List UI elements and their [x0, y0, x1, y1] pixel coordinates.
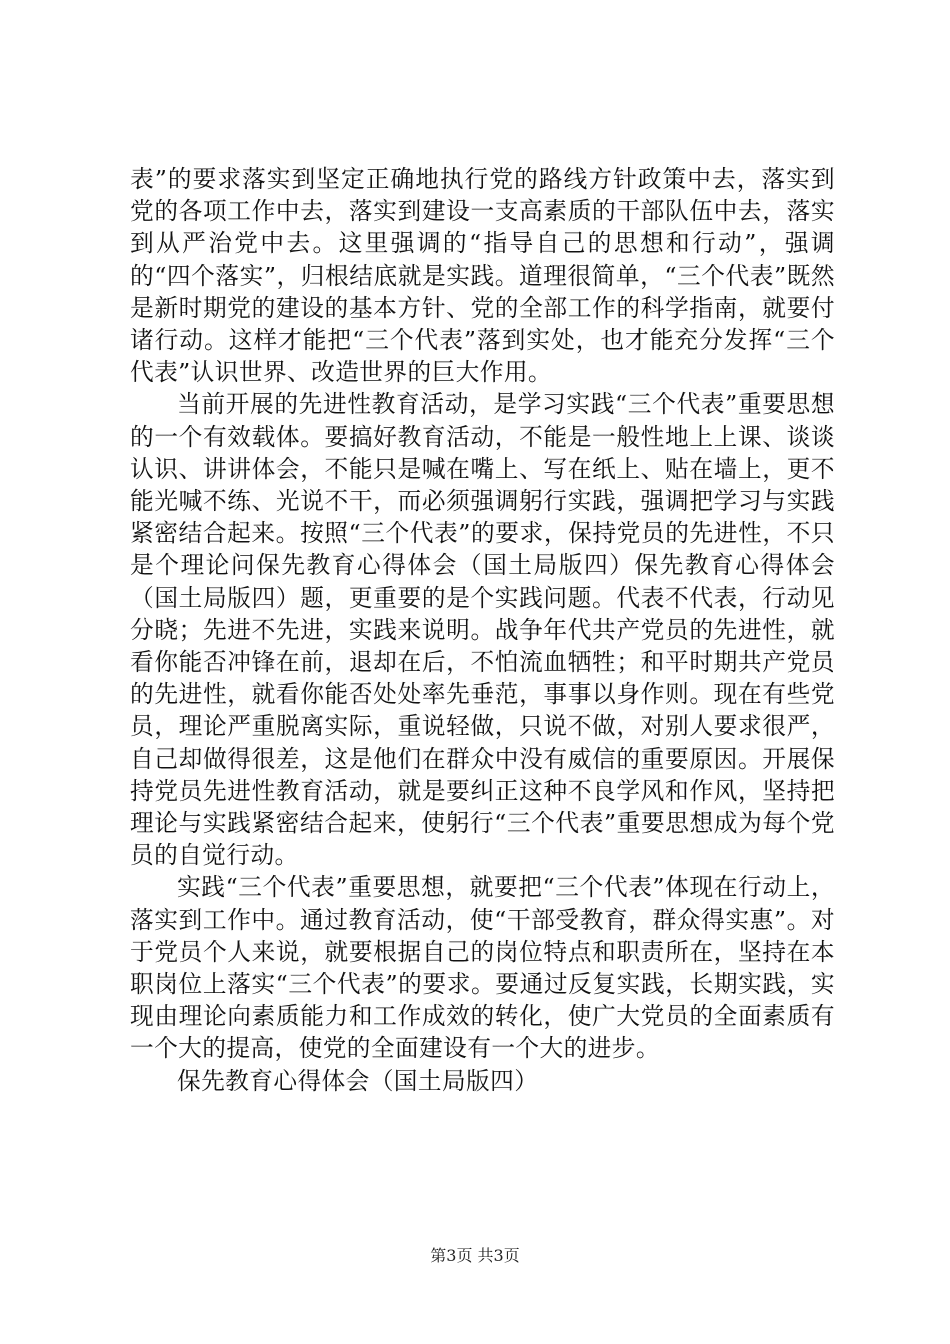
paragraph-continuation: 表”的要求落实到坚定正确地执行党的路线方针政策中去，落实到党的各项工作中去，落实到建设一支高素质的干部队伍中去，落实到从严治党中去。这里强调的“指导自己的思想和行动”，强调的“四个落实”，归根结底就是实践。道理很简单，“三个代表”既然是新时期党的建设的基本方针、党的全部工作的科学指南，就要付诸行动。这样才能把“三个代表”落到实处，也才能充分发挥“三个代表”认识世界、改造世界的巨大作用。 — [130, 165, 835, 387]
paragraph: 当前开展的先进性教育活动，是学习实践“三个代表”重要思想的一个有效载体。要搞好教育活动，不能是一般性地上上课、谈谈认识、讲讲体会，不能只是喊在嘴上、写在纸上、贴在墙上，更不能光喊不练、光说不干，而必须强调躬行实践，强调把学习与实践紧密结合起来。按照“三个代表”的要求，保持党员的先进性，不只是个理论问保先教育心得体会（国土局版四）保先教育心得体会（国土局版四）题，更重要的是个实践问题。代表不代表，行动见分晓；先进不先进，实践来说明。战争年代共产党员的先进性，就看你能否冲锋在前，退却在后，不怕流血牺牲；和平时期共产党员的先进性，就看你能否处处率先垂范，事事以身作则。现在有些党员，理论严重脱离实际，重说轻做，只说不做，对别人要求很严，自己却做得很差，这是他们在群众中没有威信的重要原因。开展保持党员先进性教育活动，就是要纠正这种不良学风和作风，坚持把理论与实践紧密结合起来，使躬行“三个代表”重要思想成为每个党员的自觉行动。 — [130, 390, 835, 870]
document-body — [130, 163, 835, 1097]
paragraph: 实践“三个代表”重要思想，就要把“三个代表”体现在行动上，落实到工作中。通过教育活动，使“干部受教育，群众得实惠”。对于党员个人来说，就要根据自己的岗位特点和职责所在，坚持在本职岗位上落实“三个代表”的要求。要通过反复实践，长期实践，实现由理论向素质能力和工作成效的转化，使广大党员的全面素质有一个大的提高，使党的全面建设有一个大的进步。 — [130, 873, 835, 1063]
page-number-footer: 第3页 共3页 — [430, 1246, 520, 1265]
closing-title-line: 保先教育心得体会（国土局版四） — [177, 1066, 539, 1095]
